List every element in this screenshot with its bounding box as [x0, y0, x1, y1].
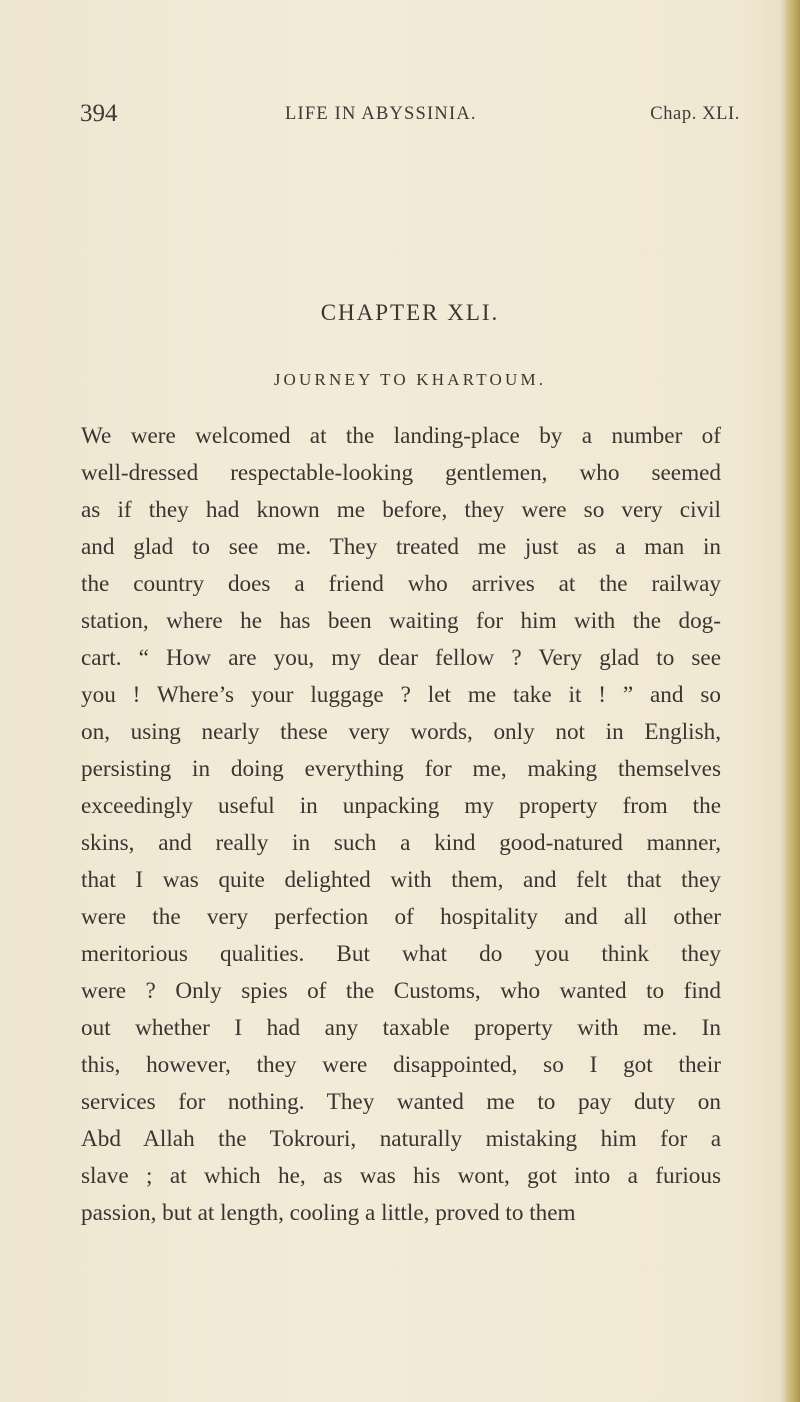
text-line: this, however, they were disappointed, so I got their [81, 1052, 721, 1078]
text-line: Abd Allah the Tokrouri, naturally mistaking him for a [81, 1126, 721, 1152]
text-line: passion, but at length, cooling a little, proved to them [81, 1200, 576, 1226]
text-line: were ? Only spies of the Customs, who wanted to find [81, 978, 721, 1004]
body-paragraph [81, 418, 721, 1232]
text-line: that I was quite delighted with them, and felt that they [81, 867, 721, 893]
text-line: the country does a friend who arrives at the railway [81, 571, 721, 597]
page-number: 394 [80, 100, 118, 127]
page-edge [786, 0, 800, 1402]
text-line: meritorious qualities. But what do you think they [81, 941, 721, 967]
text-line: persisting in doing everything for me, making themselves [81, 756, 721, 782]
running-chapter: Chap. XLI. [650, 104, 740, 124]
text-line: slave ; at which he, as was his wont, got into a furious [81, 1163, 721, 1189]
text-line: and glad to see me. They treated me just as a man in [81, 534, 721, 560]
chapter-title: CHAPTER XLI. [320, 300, 500, 325]
text-line: station, where he has been waiting for him with the dog- [81, 608, 721, 634]
text-line: on, using nearly these very words, only not in English, [81, 719, 721, 745]
text-line: out whether I had any taxable property with me. In [81, 1015, 721, 1041]
running-head [80, 100, 740, 134]
text-line: exceedingly useful in unpacking my property from the [81, 793, 721, 819]
text-line: were the very perfection of hospitality and all other [81, 904, 721, 930]
text-line: as if they had known me before, they were so very civil [81, 497, 721, 523]
text-line: services for nothing. They wanted me to pay duty on [81, 1089, 721, 1115]
chapter-subtitle: JOURNEY TO KHARTOUM. [273, 370, 547, 389]
text-line: well-dressed respectable-looking gentlemen, who seemed [81, 460, 721, 486]
text-line: skins, and really in such a kind good-natured manner, [81, 830, 721, 856]
text-line: cart. “ How are you, my dear fellow ? Very glad to see [81, 645, 721, 671]
text-line: you ! Where’s your luggage ? let me take it ! ” and so [81, 682, 721, 708]
text-line: We were welcomed at the landing-place by a number of [81, 423, 721, 449]
running-title: LIFE IN ABYSSINIA. [285, 104, 477, 124]
